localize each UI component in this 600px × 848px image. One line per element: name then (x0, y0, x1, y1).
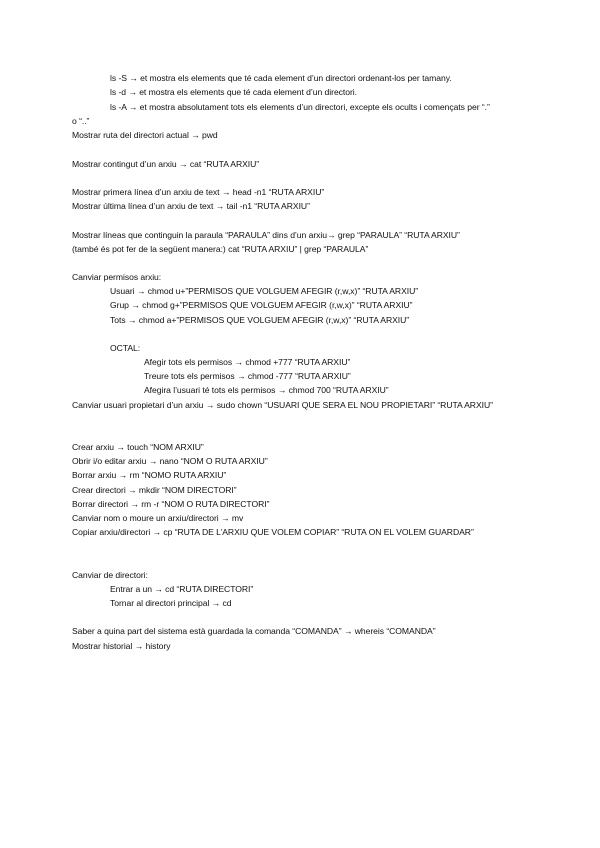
text-line-chmod-777-remove: Treure tots els permisos → chmod -777 “RUTA ARXIU” (144, 371, 351, 381)
text-line-mkdir: Crear directori → mkdir “NOM DIRECTORI” (72, 485, 237, 495)
text-line-chmod-group: Grup → chmod g+”PERMISOS QUE VOLGUEM AFEGIR (r,w,x)” “RUTA ARXIU” (110, 300, 413, 310)
text-line-chmod-user: Usuari → chmod u+”PERMISOS QUE VOLGUEM AFEGIR (r,w,x)” “RUTA ARXIU” (110, 286, 419, 296)
text-line-rm-r: Borrar directori → rm -r “NOM O RUTA DIRECTORI” (72, 499, 270, 509)
section-heading-octal: OCTAL: (110, 343, 141, 353)
text-line-chmod-all: Tots → chmod a+”PERMISOS QUE VOLGUEM AFEGIR (r,w,x)” “RUTA ARXIU” (110, 315, 410, 325)
text-line-touch: Crear arxiu → touch “NOM ARXIU” (72, 442, 204, 452)
text-line-grep: Mostrar líneas que continguin la paraula “PARAULA” dins d’un arxiu→ grep “PARAULA” “RUTA ARXIU” (72, 230, 460, 240)
section-heading-change-directory: Canviar de directori: (72, 570, 148, 580)
text-line-mv: Canviar nom o moure un arxiu/directori → mv (72, 513, 244, 523)
text-line-whereis: Saber a quina part del sistema està guardada la comanda “COMANDA” → whereis “COMANDA” (72, 626, 436, 636)
text-line-head: Mostrar primera línea d’un arxiu de text → head -n1 “RUTA ARXIU” (72, 187, 325, 197)
text-line-ls-d: ls -d → et mostra els elements que té cada element d’un directori. (110, 87, 357, 97)
text-line-cat: Mostrar contingut d’un arxiu → cat “RUTA ARXIU” (72, 159, 260, 169)
text-line-chmod-700: Afegira l’usuari té tots els permisos → chmod 700 “RUTA ARXIU” (144, 385, 389, 395)
text-line-grep-alt: (també és pot fer de la següent manera:) cat “RUTA ARXIU” | grep “PARAULA” (72, 244, 369, 254)
text-line-history: Mostrar historial → history (72, 641, 171, 651)
text-line-ls-a: ls -A → et mostra absolutament tots els elements d’un directori, excepte els ocults i començats per “.” (110, 102, 490, 112)
text-line-nano: Obrir i/o editar arxiu → nano “NOM O RUTA ARXIU” (72, 456, 268, 466)
text-line-chown: Canviar usuari propietari d’un arxiu → sudo chown “USUARI QUE SERA EL NOU PROPIETARI” “RUTA ARXIU” (72, 400, 493, 410)
text-line-cd-enter: Entrar a un → cd “RUTA DIRECTORI” (110, 584, 254, 594)
text-line-ls-s: ls -S → et mostra els elements que té cada element d’un directori ordenant-los per tamany. (110, 73, 452, 83)
section-heading-permissions: Canviar permisos arxiu: (72, 272, 162, 282)
text-line-cd-home: Tornar al directori principal → cd (110, 598, 232, 608)
text-line-ls-a-cont: o “..” (72, 116, 90, 126)
text-line-rm: Borrar arxiu → rm “NOMO RUTA ARXIU” (72, 470, 227, 480)
text-line-pwd: Mostrar ruta del directori actual → pwd (72, 130, 218, 140)
text-line-tail: Mostrar última línea d’un arxiu de text → tail -n1 “RUTA ARXIU” (72, 201, 310, 211)
text-line-chmod-777-add: Afegir tots els permisos → chmod +777 “RUTA ARXIU” (144, 357, 351, 367)
text-line-cp: Copiar arxiu/directori → cp “RUTA DE L’ARXIU QUE VOLEM COPIAR” “RUTA ON EL VOLEM GUARDAR” (72, 527, 474, 537)
